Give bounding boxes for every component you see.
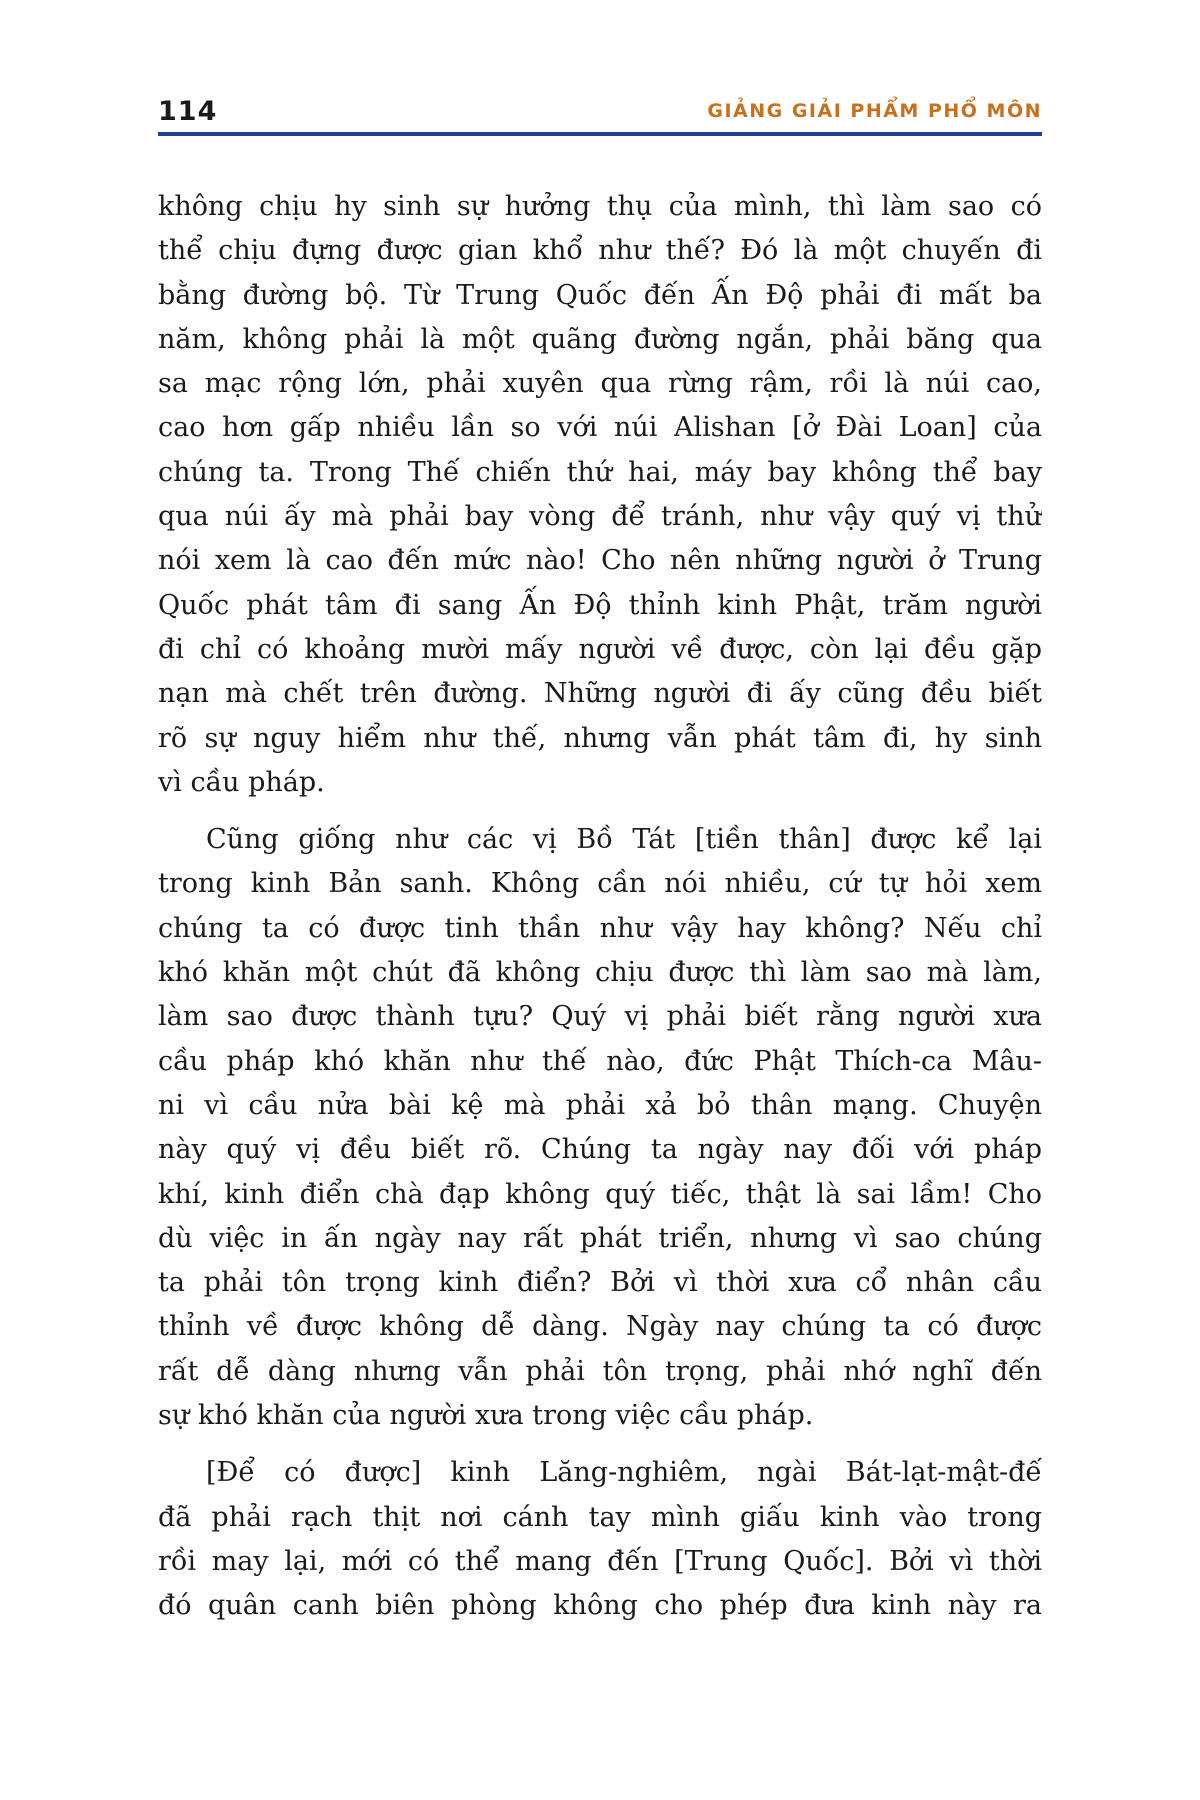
text-line: chúng ta có được tinh thần như vậy hay không? Nếu chỉ: [158, 912, 1042, 944]
text-line: đi chỉ có khoảng mười mấy người về được, còn lại đều gặp: [158, 633, 1042, 665]
paragraph: [158, 1451, 1042, 1628]
text-line: làm sao được thành tựu? Quý vị phải biết rằng người xưa: [158, 1001, 1042, 1033]
page-number: 114: [158, 96, 218, 127]
text-line: sự khó khăn của người xưa trong việc cầu pháp.: [158, 1400, 814, 1432]
running-title: GIẢNG GIẢI PHẨM PHỔ MÔN: [707, 100, 1042, 122]
text-line: thể chịu đựng được gian khổ như thế? Đó là một chuyến đi: [158, 235, 1042, 267]
text-line: sa mạc rộng lớn, phải xuyên qua rừng rậm, rồi là núi cao,: [158, 368, 1042, 400]
text-line: nói xem là cao đến mức nào! Cho nên những người ở Trung: [158, 545, 1042, 577]
text-line: ta phải tôn trọng kinh điển? Bởi vì thời xưa cổ nhân cầu: [158, 1267, 1042, 1299]
body-text: [158, 185, 1042, 1629]
text-line: năm, không phải là một quãng đường ngắn, phải băng qua: [158, 323, 1042, 355]
text-line: Cũng giống như các vị Bồ Tát [tiền thân] được kể lại: [206, 824, 1042, 856]
text-line: cao hơn gấp nhiều lần so với núi Alishan [ở Đài Loan] của: [158, 412, 1042, 444]
text-line: qua núi ấy mà phải bay vòng để tránh, như vậy quý vị thử: [158, 501, 1042, 533]
text-line: thỉnh về được không dễ dàng. Ngày nay chúng ta có được: [158, 1311, 1042, 1343]
text-line: rõ sự nguy hiểm như thế, nhưng vẫn phát tâm đi, hy sinh: [158, 722, 1042, 754]
paragraph: [158, 818, 1042, 1438]
text-line: rồi may lại, mới có thể mang đến [Trung Quốc]. Bởi vì thời: [158, 1545, 1042, 1577]
text-line: đã phải rạch thịt nơi cánh tay mình giấu kinh vào trong: [158, 1501, 1042, 1533]
text-line: không chịu hy sinh sự hưởng thụ của mình, thì làm sao có: [158, 191, 1042, 222]
page-header: [158, 84, 1042, 136]
text-line: cầu pháp khó khăn như thế nào, đức Phật Thích-ca Mâu-: [158, 1045, 1042, 1077]
text-line: trong kinh Bản sanh. Không cần nói nhiều, cứ tự hỏi xem: [158, 868, 1042, 900]
text-line: dù việc in ấn ngày nay rất phát triển, nhưng vì sao chúng: [158, 1222, 1042, 1254]
text-line: này quý vị đều biết rõ. Chúng ta ngày nay đối với pháp: [158, 1134, 1042, 1166]
text-line: khí, kinh điển chà đạp không quý tiếc, thật là sai lầm! Cho: [158, 1178, 1042, 1210]
paragraph: [158, 185, 1042, 805]
text-line: khó khăn một chút đã không chịu được thì làm sao mà làm,: [158, 957, 1042, 989]
text-line: nạn mà chết trên đường. Những người đi ấy cũng đều biết: [158, 678, 1042, 710]
text-line: bằng đường bộ. Từ Trung Quốc đến Ấn Độ phải đi mất ba: [158, 279, 1042, 311]
text-line: vì cầu pháp.: [158, 766, 325, 798]
text-line: Quốc phát tâm đi sang Ấn Độ thỉnh kinh Phật, trăm người: [158, 589, 1042, 621]
text-line: ni vì cầu nửa bài kệ mà phải xả bỏ thân mạng. Chuyện: [158, 1089, 1042, 1121]
text-line: rất dễ dàng nhưng vẫn phải tôn trọng, phải nhớ nghĩ đến: [158, 1355, 1042, 1387]
text-line: [Để có được] kinh Lăng-nghiêm, ngài Bát-lạt-mật-đế: [206, 1457, 1042, 1489]
text-line: đó quân canh biên phòng không cho phép đưa kinh này ra: [158, 1590, 1042, 1622]
text-line: chúng ta. Trong Thế chiến thứ hai, máy bay không thể bay: [158, 456, 1042, 488]
